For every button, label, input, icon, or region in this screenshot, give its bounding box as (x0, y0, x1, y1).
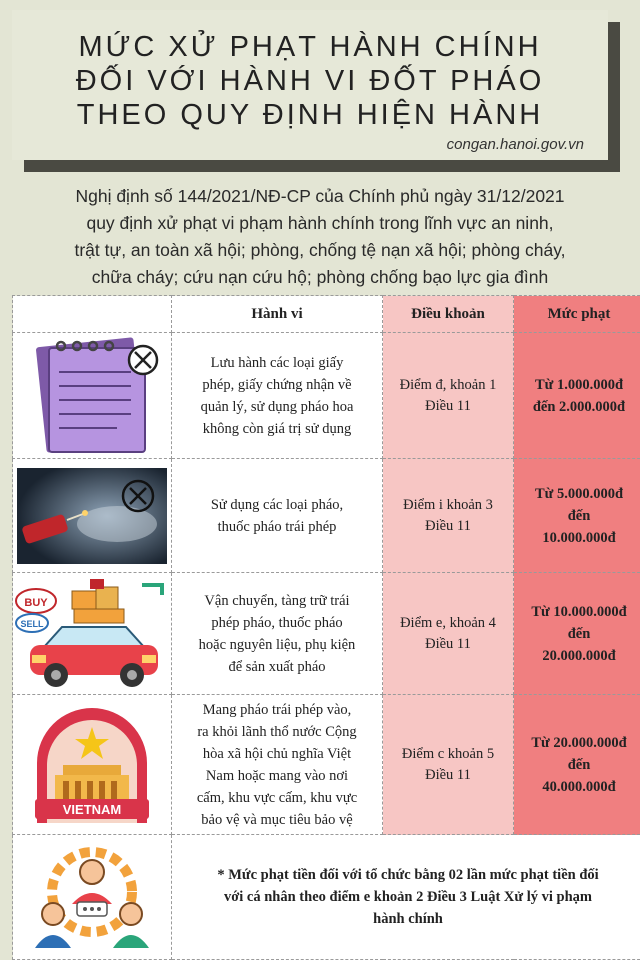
header-image-cell (13, 296, 172, 333)
intro-line: quy định xử phạt vi phạm hành chính trong lĩnh vực an ninh, (86, 213, 554, 233)
row-image-cell (13, 333, 172, 459)
team-gear-icon (27, 842, 157, 952)
row-article: Điểm c khoản 5 Điều 11 (383, 695, 514, 835)
penalty-table (12, 295, 640, 960)
row-image-cell (13, 835, 172, 960)
document-icon (17, 336, 167, 456)
row-action: Sử dụng các loại pháo, thuốc pháo trái phép (172, 459, 383, 573)
vietnam-landmark-icon (27, 703, 157, 827)
buy-label: BUY (24, 596, 48, 609)
title-card (12, 10, 608, 160)
header-fine: Mức phạt (514, 296, 640, 333)
row-image-cell (13, 695, 172, 835)
row-fine: Từ 10.000.000đ đến 20.000.000đ (514, 573, 640, 695)
header-action: Hành vi (172, 296, 383, 333)
header-article: Điều khoản (383, 296, 514, 333)
row-action: Vận chuyển, tàng trữ trái phép pháo, thuốc pháo hoặc nguyên liệu, phụ kiện để sản xuất pháo (172, 573, 383, 695)
title-line-2: ĐỐI VỚI HÀNH VI ĐỐT PHÁO (75, 65, 545, 97)
table-row (13, 333, 640, 459)
row-article: Điểm e, khoản 4 Điều 11 (383, 573, 514, 695)
table-row (13, 695, 640, 835)
table-row (13, 459, 640, 573)
row-action: Lưu hành các loại giấy phép, giấy chứng nhận về quản lý, sử dụng pháo hoa không còn giá trị sử dụng (172, 333, 383, 459)
intro-line: Nghị định số 144/2021/NĐ-CP của Chính phủ ngày 31/12/2021 (75, 186, 565, 206)
sell-label: SELL (20, 618, 44, 629)
row-article: Điểm i khoản 3 Điều 11 (383, 459, 514, 573)
intro-text (22, 183, 618, 291)
vietnam-label: VIETNAM (62, 801, 122, 817)
row-fine: Từ 20.000.000đ đến 40.000.000đ (514, 695, 640, 835)
car-cargo-icon (14, 577, 170, 691)
row-image-cell (13, 459, 172, 573)
organization-fine-note: * Mức phạt tiền đối với tổ chức bằng 02 lần mức phạt tiền đối với cá nhân theo điểm e khoản 2 Điều 3 Luật Xử lý vi phạm hành chính (172, 835, 640, 960)
title-line-1: MỨC XỬ PHẠT HÀNH CHÍNH (78, 31, 542, 63)
row-article: Điểm đ, khoản 1 Điều 11 (383, 333, 514, 459)
row-fine: Từ 1.000.000đ đến 2.000.000đ (514, 333, 640, 459)
intro-line: chữa cháy; cứu nạn cứu hộ; phòng chống bạo lực gia đình (91, 267, 549, 287)
title-line-3: THEO QUY ĐỊNH HIỆN HÀNH (76, 99, 544, 131)
table-header-row (13, 296, 640, 333)
source-label: congan.hanoi.gov.vn (446, 136, 584, 153)
row-fine: Từ 5.000.000đ đến 10.000.000đ (514, 459, 640, 573)
intro-line: trật tự, an toàn xã hội; phòng, chống tệ nạn xã hội; phòng cháy, (74, 240, 566, 260)
row-image-cell (13, 573, 172, 695)
note-row (13, 835, 640, 960)
firecracker-photo (17, 468, 167, 564)
row-action: Mang pháo trái phép vào, ra khỏi lãnh thổ nước Cộng hòa xã hội chủ nghĩa Việt Nam hoặc mang vào nơi cấm, khu vực cấm, khu vực bảo vệ và mục tiêu bảo vệ (172, 695, 383, 835)
table-row (13, 573, 640, 695)
